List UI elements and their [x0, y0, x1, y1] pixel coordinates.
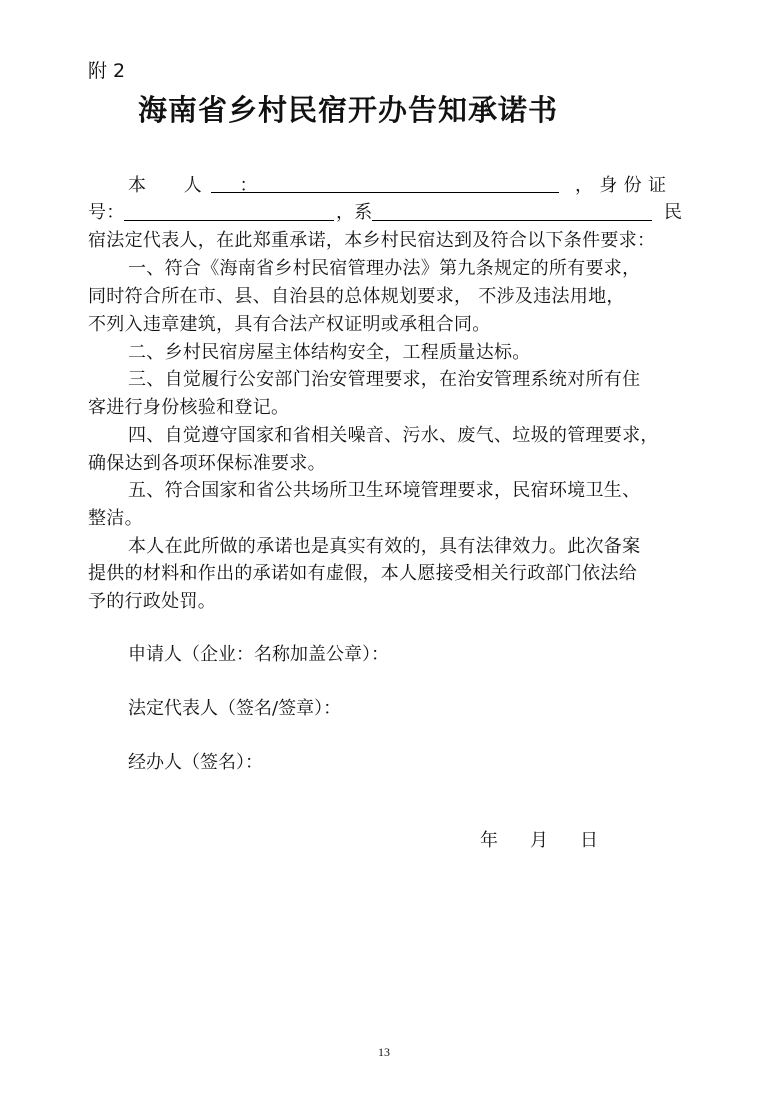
clause-1-line-3: 不列入违章建筑，具有合法产权证明或承租合同。 [88, 314, 491, 335]
statement-line-2: 提供的材料和作出的承诺如有虚假，本人愿接受相关行政部门依法给 [88, 563, 637, 584]
document-title: 海南省乡村民宿开办告知承诺书 [138, 93, 559, 127]
relation-label: ，系 [336, 202, 373, 223]
page-number: 13 [378, 1045, 390, 1059]
statement-line-1: 本人在此所做的承诺也是真实有效的，具有法律效力。此次备案 [128, 536, 641, 557]
name-label: 本 人 ： [128, 175, 274, 196]
id-label-part1: ， 身 份 证 [575, 175, 667, 196]
id-number-blank[interactable] [124, 220, 334, 221]
statement-line-3: 予的行政处罚。 [88, 591, 217, 612]
clause-4-line-2: 确保达到各项环保标准要求。 [88, 453, 326, 474]
clause-5-line-2: 整洁。 [88, 508, 143, 529]
clause-2-line-1: 二、乡村民宿房屋主体结构安全，工程质量达标。 [128, 342, 531, 363]
intro-line: 宿法定代表人，在此郑重承诺，本乡村民宿达到及符合以下条件要求： [88, 230, 656, 251]
name-blank[interactable] [211, 192, 559, 193]
handler-signature-field[interactable]: 经办人（签名）： [128, 752, 263, 773]
clause-1-line-2: 同时符合所在市、县、自治县的总体规划要求， 不涉及违法用地， [88, 286, 625, 307]
date-month[interactable]: 月 [530, 830, 548, 851]
date-year[interactable]: 年 [480, 830, 498, 851]
name-line [128, 173, 273, 199]
appendix-label: 附 2 [88, 60, 126, 82]
applicant-signature-field[interactable]: 申请人（企业：名称加盖公章）： [128, 644, 389, 665]
clause-5-line-1: 五、符合国家和省公共场所卫生环境管理要求，民宿环境卫生、 [128, 480, 641, 501]
homestay-name-blank[interactable] [372, 220, 652, 221]
date-day[interactable]: 日 [580, 830, 598, 851]
legal-rep-signature-field[interactable]: 法定代表人（签名/签章）： [128, 698, 342, 719]
clause-3-line-2: 客进行身份核验和登记。 [88, 397, 290, 418]
clause-3-line-1: 三、自觉履行公安部门治安管理要求，在治安管理系统对所有住 [128, 369, 641, 390]
clause-4-line-1: 四、自觉遵守国家和省相关噪音、污水、废气、垃圾的管理要求， [128, 425, 659, 446]
homestay-word-start: 民 [664, 202, 683, 223]
id-label-part2: 号： [88, 202, 125, 223]
clause-1-line-1: 一、符合《海南省乡村民宿管理办法》第九条规定的所有要求， [128, 258, 641, 279]
